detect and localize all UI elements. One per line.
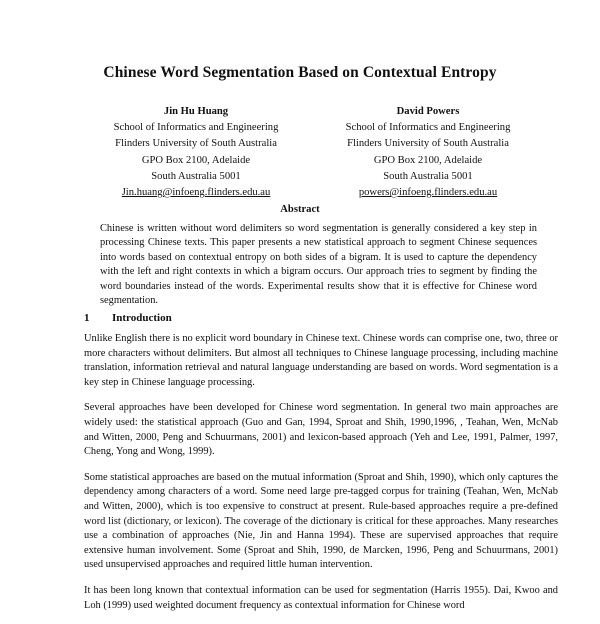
paragraph: Some statistical approaches are based on the mutual information (Sproat and Shih, 1990), which only captures the dependency among characters of a word. Some need large pre-tagged corpus for training (Teahan, Wen, McNab and Witten, 2000), which is too expensive to construct at present. Rule-based approaches require a pre-defined word list (dictionary, or lexicon). The coverage of the dictionary is critical for these approaches. Many researches use a combination of approaches (Nie, Jin and Hanna 1994). These are supervised approaches that require extensive human involvement. Some (Sproat and Shih, 1990, de Marcken, 1996, Peng and Schuurmans, 2001) used unsupervised approaches and required little human intervention.: [84, 471, 558, 571]
section-body: [84, 332, 558, 624]
section-title: Introduction: [112, 312, 172, 324]
section-number: 1: [84, 312, 90, 324]
author-block-1: [66, 104, 326, 201]
author-address-line-2: South Australia 5001: [383, 170, 473, 182]
paper-title: Chinese Word Segmentation Based on Contextual Entropy: [103, 64, 497, 81]
author-name: David Powers: [396, 106, 460, 117]
author-block-2: [298, 104, 558, 201]
author-university: Flinders University of South Australia: [347, 138, 509, 150]
author-affiliation: School of Informatics and Engineering: [113, 122, 279, 134]
author-email[interactable]: powers@infoeng.flinders.edu.au: [358, 187, 498, 199]
author-address-line-1: GPO Box 2100, Adelaide: [141, 154, 251, 166]
author-address-line-2: South Australia 5001: [151, 170, 241, 182]
author-email[interactable]: Jin.huang@infoeng.flinders.edu.au: [121, 187, 271, 199]
paragraph: It has been long known that contextual information can be used for segmentation (Harris 1955). Dai, Kwoo and Loh (1999) used weighted document frequency as contextual information for Chinese word: [84, 584, 558, 611]
paragraph: Unlike English there is no explicit word boundary in Chinese text. Chinese words can comprise one, two, three or more characters without delimiters. But almost all techniques to Chinese language processing, including machine translation, information retrieval and natural language understanding are based on words. Word segmentation is a key step in Chinese language processing.: [84, 333, 558, 388]
author-affiliation: School of Informatics and Engineering: [345, 122, 511, 134]
author-name: Jin Hu Huang: [163, 106, 229, 117]
author-address-line-1: GPO Box 2100, Adelaide: [373, 154, 483, 166]
abstract-heading: Abstract: [280, 204, 320, 215]
section-heading-introduction: [84, 312, 172, 324]
paragraph: Several approaches have been developed for Chinese word segmentation. In general two main approaches are widely used: the statistical approach (Guo and Gan, 1994, Sproat and Shih, 1990,1996, , Teahan, Wen, McNab and Witten, 2000, Peng and Schuurmans, 2001) and lexicon-based approach (Yeh and Lee, 1991, Palmer, 1997, Cheng, Yong and Wong, 1999).: [84, 402, 558, 458]
author-university: Flinders University of South Australia: [115, 138, 277, 150]
abstract-text: Chinese is written without word delimiters so word segmentation is generally considered a key step in processing Chinese texts. This paper presents a new statistical approach to segment Chinese sequences into words based on contextual entropy on both sides of a bigram. It is used to capture the dependency with the left and right contexts in which a bigram occurs. Our approach tries to segment by finding the word boundaries instead of the words. Experimental results show that it is effective for Chinese word segmentation.: [100, 223, 537, 307]
